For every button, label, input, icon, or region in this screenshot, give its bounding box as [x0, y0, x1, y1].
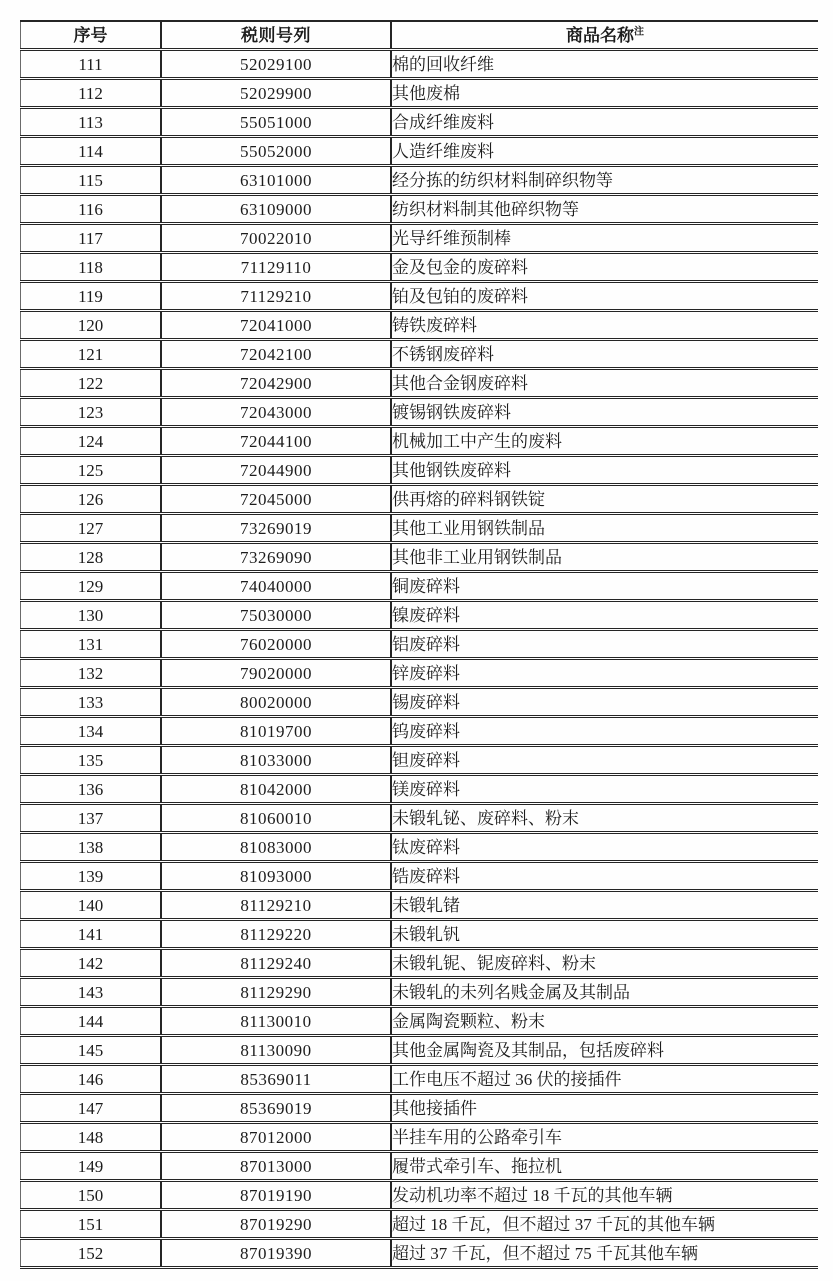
serial-cell: 142 [21, 949, 162, 978]
serial-cell: 150 [21, 1181, 162, 1210]
code-cell: 81033000 [161, 746, 391, 775]
table-row [21, 485, 819, 514]
serial-cell: 114 [21, 137, 162, 166]
header-row [21, 21, 819, 50]
table-header [21, 21, 819, 50]
name-cell: 其他工业用钢铁制品 [391, 514, 818, 543]
table-row [21, 195, 819, 224]
code-cell: 81129290 [161, 978, 391, 1007]
serial-cell: 119 [21, 282, 162, 311]
table-row [21, 137, 819, 166]
code-cell: 81129210 [161, 891, 391, 920]
name-cell: 不锈钢废碎料 [391, 340, 818, 369]
name-cell: 其他钢铁废碎料 [391, 456, 818, 485]
table-row [21, 630, 819, 659]
code-cell: 63101000 [161, 166, 391, 195]
table-row [21, 311, 819, 340]
name-cell: 超过 37 千瓦，但不超过 75 千瓦其他车辆 [391, 1239, 818, 1268]
code-cell: 72043000 [161, 398, 391, 427]
table-row [21, 949, 819, 978]
serial-cell: 141 [21, 920, 162, 949]
table-row [21, 601, 819, 630]
table-row [21, 398, 819, 427]
code-cell: 87019390 [161, 1239, 391, 1268]
code-cell: 74040000 [161, 572, 391, 601]
name-cell: 纺织材料制其他碎织物等 [391, 195, 818, 224]
code-cell: 87019190 [161, 1181, 391, 1210]
table-row [21, 79, 819, 108]
col-header-serial: 序号 [21, 21, 162, 50]
code-cell: 72042100 [161, 340, 391, 369]
serial-cell: 116 [21, 195, 162, 224]
name-cell: 供再熔的碎料钢铁锭 [391, 485, 818, 514]
col-header-name [391, 21, 818, 50]
code-cell: 72044100 [161, 427, 391, 456]
table-row [21, 340, 819, 369]
serial-cell: 132 [21, 659, 162, 688]
table-row [21, 920, 819, 949]
name-cell: 机械加工中产生的废料 [391, 427, 818, 456]
serial-cell: 152 [21, 1239, 162, 1268]
serial-cell: 125 [21, 456, 162, 485]
name-cell: 半挂车用的公路牵引车 [391, 1123, 818, 1152]
col-header-code: 税则号列 [161, 21, 391, 50]
table-row [21, 282, 819, 311]
table-row [21, 688, 819, 717]
name-cell: 未锻轧的未列名贱金属及其制品 [391, 978, 818, 1007]
name-cell: 锆废碎料 [391, 862, 818, 891]
serial-cell: 147 [21, 1094, 162, 1123]
serial-cell: 127 [21, 514, 162, 543]
table-row [21, 1181, 819, 1210]
name-cell: 钽废碎料 [391, 746, 818, 775]
serial-cell: 115 [21, 166, 162, 195]
table-row [21, 50, 819, 79]
table-row [21, 1239, 819, 1268]
serial-cell: 128 [21, 543, 162, 572]
serial-cell: 111 [21, 50, 162, 79]
table-row [21, 1094, 819, 1123]
serial-cell: 148 [21, 1123, 162, 1152]
code-cell: 52029900 [161, 79, 391, 108]
code-cell: 73269090 [161, 543, 391, 572]
name-cell: 镀锡钢铁废碎料 [391, 398, 818, 427]
name-cell: 其他接插件 [391, 1094, 818, 1123]
name-cell: 未锻轧铋、废碎料、粉末 [391, 804, 818, 833]
name-cell: 经分拣的纺织材料制碎织物等 [391, 166, 818, 195]
name-cell: 未锻轧钒 [391, 920, 818, 949]
code-cell: 79020000 [161, 659, 391, 688]
table-row [21, 514, 819, 543]
serial-cell: 130 [21, 601, 162, 630]
name-cell: 镍废碎料 [391, 601, 818, 630]
code-cell: 81130090 [161, 1036, 391, 1065]
code-cell: 80020000 [161, 688, 391, 717]
table-row [21, 1152, 819, 1181]
serial-cell: 121 [21, 340, 162, 369]
table-row [21, 108, 819, 137]
serial-cell: 122 [21, 369, 162, 398]
serial-cell: 113 [21, 108, 162, 137]
name-cell: 工作电压不超过 36 伏的接插件 [391, 1065, 818, 1094]
code-cell: 81093000 [161, 862, 391, 891]
serial-cell: 145 [21, 1036, 162, 1065]
code-cell: 87013000 [161, 1152, 391, 1181]
table-row [21, 717, 819, 746]
code-cell: 55051000 [161, 108, 391, 137]
table-row [21, 891, 819, 920]
code-cell: 87012000 [161, 1123, 391, 1152]
table-row [21, 1210, 819, 1239]
table-row [21, 1123, 819, 1152]
table-body [21, 50, 819, 1268]
code-cell: 63109000 [161, 195, 391, 224]
serial-cell: 118 [21, 253, 162, 282]
table-row [21, 572, 819, 601]
serial-cell: 135 [21, 746, 162, 775]
name-cell: 超过 18 千瓦，但不超过 37 千瓦的其他车辆 [391, 1210, 818, 1239]
table-row [21, 659, 819, 688]
code-cell: 70022010 [161, 224, 391, 253]
code-cell: 73269019 [161, 514, 391, 543]
code-cell: 52029100 [161, 50, 391, 79]
table-row [21, 833, 819, 862]
serial-cell: 124 [21, 427, 162, 456]
serial-cell: 123 [21, 398, 162, 427]
code-cell: 85369011 [161, 1065, 391, 1094]
name-cell: 铂及包铂的废碎料 [391, 282, 818, 311]
name-cell: 人造纤维废料 [391, 137, 818, 166]
table-row [21, 543, 819, 572]
code-cell: 81130010 [161, 1007, 391, 1036]
serial-cell: 112 [21, 79, 162, 108]
name-cell: 其他废棉 [391, 79, 818, 108]
name-cell: 钛废碎料 [391, 833, 818, 862]
serial-cell: 133 [21, 688, 162, 717]
table-row [21, 1007, 819, 1036]
table-row [21, 978, 819, 1007]
name-cell: 镁废碎料 [391, 775, 818, 804]
name-cell: 铜废碎料 [391, 572, 818, 601]
name-cell: 铸铁废碎料 [391, 311, 818, 340]
name-cell: 履带式牵引车、拖拉机 [391, 1152, 818, 1181]
name-cell: 其他非工业用钢铁制品 [391, 543, 818, 572]
serial-cell: 129 [21, 572, 162, 601]
code-cell: 71129210 [161, 282, 391, 311]
table-row [21, 224, 819, 253]
table-row [21, 369, 819, 398]
code-cell: 81060010 [161, 804, 391, 833]
note-superscript: 注 [634, 25, 644, 37]
name-cell: 合成纤维废料 [391, 108, 818, 137]
serial-cell: 138 [21, 833, 162, 862]
name-cell: 金属陶瓷颗粒、粉末 [391, 1007, 818, 1036]
code-cell: 71129110 [161, 253, 391, 282]
serial-cell: 137 [21, 804, 162, 833]
code-cell: 75030000 [161, 601, 391, 630]
table-row [21, 456, 819, 485]
serial-cell: 144 [21, 1007, 162, 1036]
serial-cell: 140 [21, 891, 162, 920]
name-cell: 锌废碎料 [391, 659, 818, 688]
code-cell: 81083000 [161, 833, 391, 862]
serial-cell: 117 [21, 224, 162, 253]
table-row [21, 166, 819, 195]
code-cell: 72042900 [161, 369, 391, 398]
name-cell: 锡废碎料 [391, 688, 818, 717]
serial-cell: 139 [21, 862, 162, 891]
table-row [21, 1036, 819, 1065]
serial-cell: 134 [21, 717, 162, 746]
col-header-name-label: 商品名称 [566, 25, 634, 45]
serial-cell: 146 [21, 1065, 162, 1094]
name-cell: 钨废碎料 [391, 717, 818, 746]
serial-cell: 131 [21, 630, 162, 659]
code-cell: 81042000 [161, 775, 391, 804]
code-cell: 72044900 [161, 456, 391, 485]
code-cell: 72045000 [161, 485, 391, 514]
name-cell: 铝废碎料 [391, 630, 818, 659]
serial-cell: 126 [21, 485, 162, 514]
code-cell: 55052000 [161, 137, 391, 166]
code-cell: 85369019 [161, 1094, 391, 1123]
table-row [21, 1065, 819, 1094]
name-cell: 发动机功率不超过 18 千瓦的其他车辆 [391, 1181, 818, 1210]
table-row [21, 746, 819, 775]
name-cell: 棉的回收纤维 [391, 50, 818, 79]
table-row [21, 253, 819, 282]
serial-cell: 143 [21, 978, 162, 1007]
code-cell: 81019700 [161, 717, 391, 746]
serial-cell: 120 [21, 311, 162, 340]
name-cell: 未锻轧锗 [391, 891, 818, 920]
serial-cell: 149 [21, 1152, 162, 1181]
name-cell: 未锻轧铌、铌废碎料、粉末 [391, 949, 818, 978]
code-cell: 81129220 [161, 920, 391, 949]
name-cell: 光导纤维预制棒 [391, 224, 818, 253]
code-cell: 81129240 [161, 949, 391, 978]
table-row [21, 862, 819, 891]
table-row [21, 427, 819, 456]
serial-cell: 136 [21, 775, 162, 804]
tariff-table [20, 20, 818, 1269]
name-cell: 其他合金钢废碎料 [391, 369, 818, 398]
name-cell: 金及包金的废碎料 [391, 253, 818, 282]
code-cell: 76020000 [161, 630, 391, 659]
serial-cell: 151 [21, 1210, 162, 1239]
table-row [21, 775, 819, 804]
code-cell: 72041000 [161, 311, 391, 340]
table-row [21, 804, 819, 833]
code-cell: 87019290 [161, 1210, 391, 1239]
name-cell: 其他金属陶瓷及其制品，包括废碎料 [391, 1036, 818, 1065]
